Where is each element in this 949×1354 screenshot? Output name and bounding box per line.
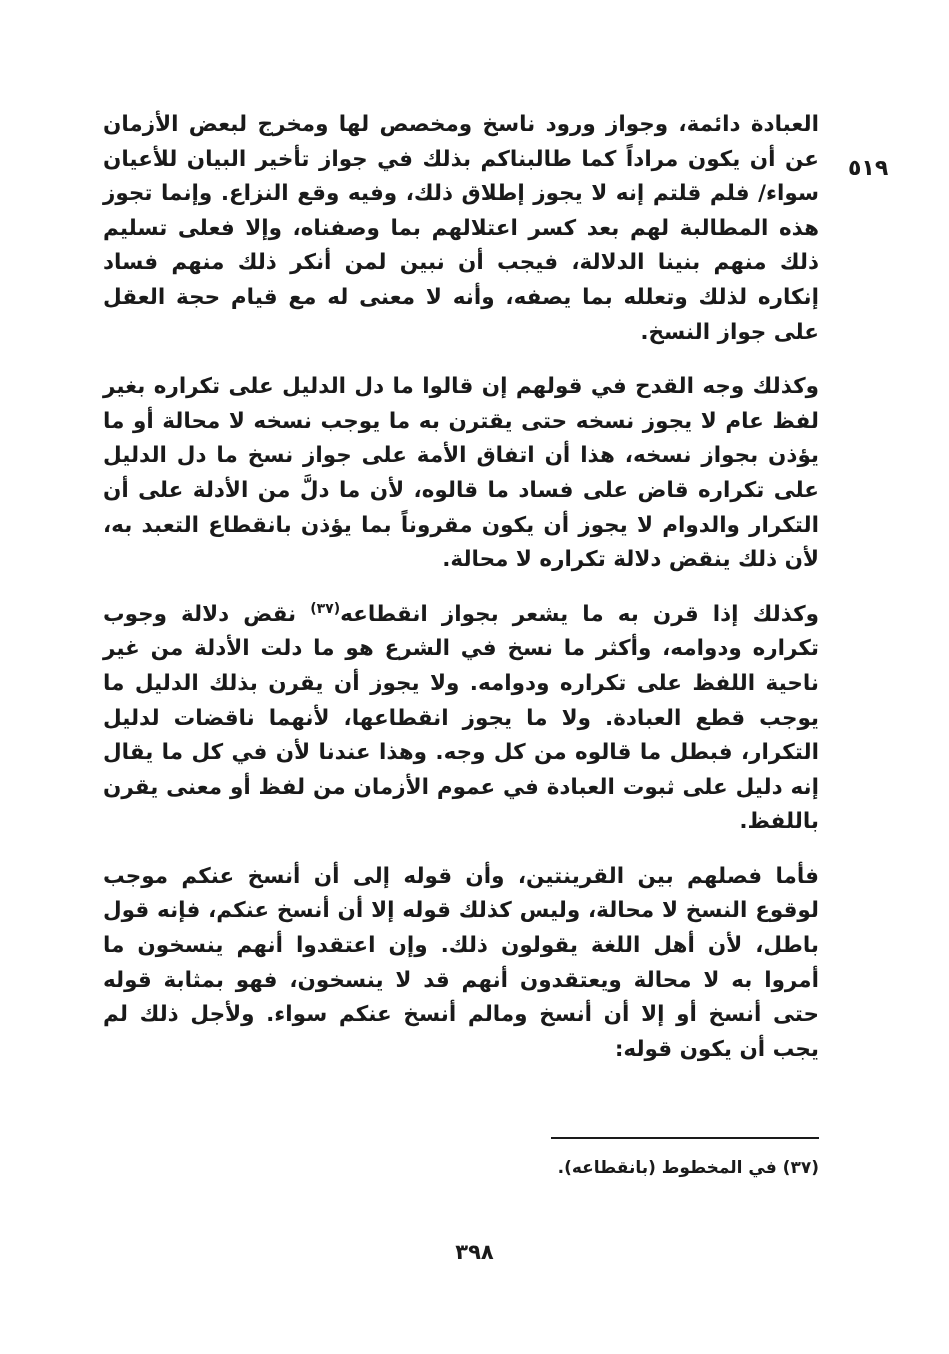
paragraph-2: وكذلك وجه القدح في قولهم إن قالوا ما دل الدليل على تكراره بغير لفظ عام لا يجوز نسخه حتى يقترن به ما يوجب نسخه لا محالة أو ما يؤذن بجواز نسخه، هذا أن اتفاق الأمة على جواز نسخ ما دل الدليل على تكراره قاض على فساد ما قالوه، لأن ما دلَّ من الأدلة على أن التكرار والدوام لا يجوز أن يكون مقروناً بما يؤذن بانقطاع التعبد به، لأن ذلك ينقض دلالة تكراره لا محالة. [103, 374, 819, 573]
paragraph-3-text-after-ref: نقض دلالة وجوب تكراره ودوامه، وأكثر ما نسخ في الشرع هو ما دلت الأدلة من غير ناحية اللفظ على تكراره ودوامه. ولا يجوز أن يقرن بذلك الدليل ما يوجب قطع العبادة. ولا ما يجوز انقطاعها، لأنهما ناقضات لدليل التكرار، فبطل ما قالوه من كل وجه. وهذا عندنا لأن في كل ما يقال إنه دليل على ثبوت العبادة في عموم الأزمان من لفظ أو معنى يقرن باللفظ. [103, 601, 819, 835]
page-number: ٣٩٨ [455, 1240, 494, 1264]
margin-folio-number: ٥١٩ [848, 156, 889, 181]
paragraph-3 [103, 598, 819, 840]
footnote-separator-rule [551, 1137, 819, 1139]
paragraph-1: العبادة دائمة، وجواز ورود ناسخ ومخصص لها ومخرج لبعض الأزمان عن أن يكون مراداً كما طالبناكم بذلك في جواز تأخير البيان للأعيان سواء/ فلم قلتم إنه لا يجوز إطلاق ذلك، وفيه وقع النزاع. وإنما تجوز هذه المطالبة لهم بعد كسر اعتلالهم بما وصفناه، وإلا فعلى تسليم ذلك منهم بنينا الدلالة، فيجب أن نبين لمن أنكر ذلك منهم فساد إنكاره لذلك وتعلله بما يصفه، وأنه لا معنى له مع قيام حجة العقل على جواز النسخ. [103, 112, 819, 345]
footnote-37: (٣٧) في المخطوط (بانقطاعه). [557, 1158, 819, 1178]
paragraph-3-text-before-ref: وكذلك إذا قرن به ما يشعر بجواز انقطاعه [340, 601, 819, 627]
main-text-body [103, 108, 819, 1087]
paragraph-4: فأما فصلهم بين القرينتين، وأن قوله إلى أن أنسخ عنكم موجب لوقوع النسخ لا محالة، وليس كذلك قوله إلا أن أنسخ عنكم، فإنه قول باطل، لأن أهل اللغة يقولون ذلك. وإن اعتقدوا أنهم ينسخون ما أمروا به لا محالة ويعتقدون أنهم قد لا ينسخون، فهو بمثابة قوله حتى أنسخ أو إلا أن أنسخ ومالم أنسخ عنكم سواء. ولأجل ذلك لم يجب أن يكون قوله: [103, 863, 819, 1062]
footnote-reference-37: (٣٧) [310, 600, 341, 617]
